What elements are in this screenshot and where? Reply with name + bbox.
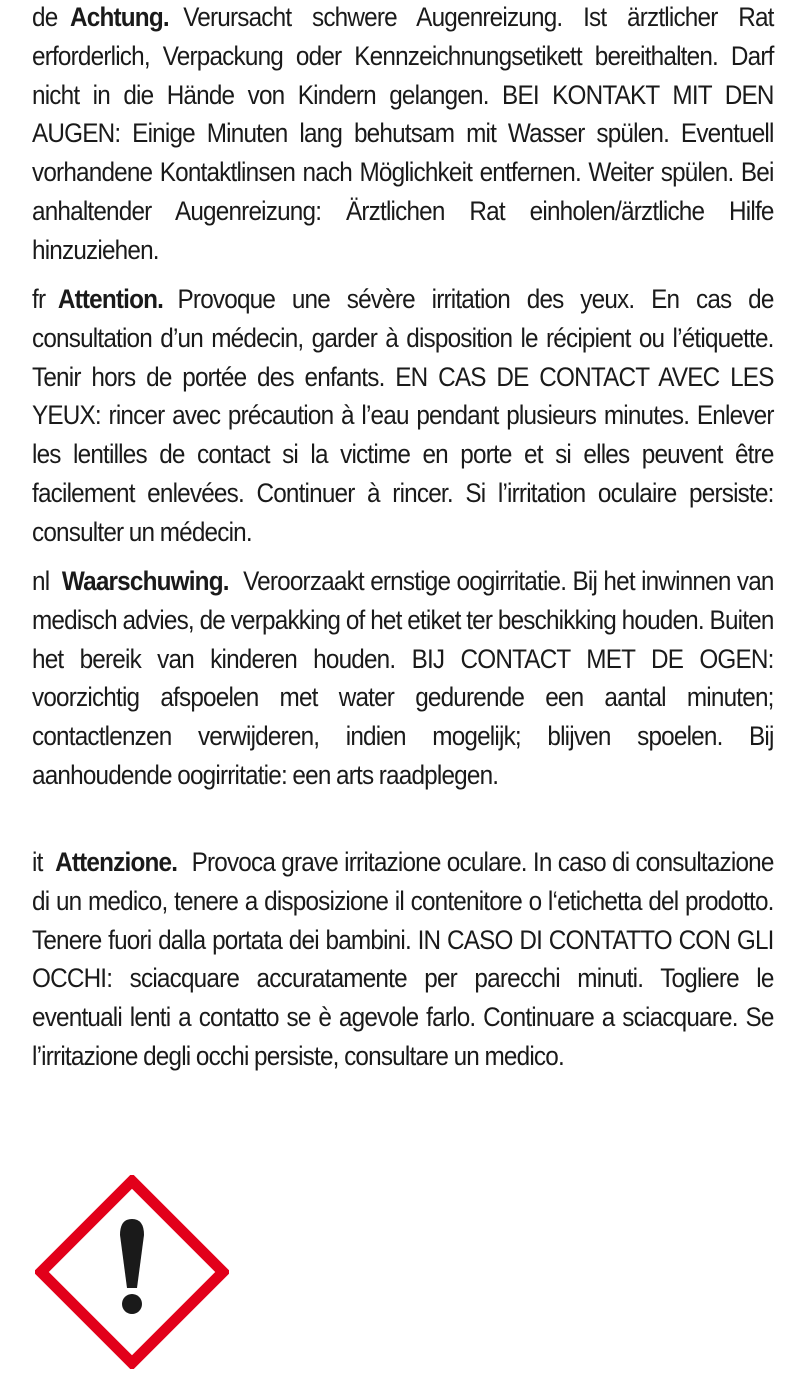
- hazard-statement-text: Provoca grave irritazione oculare. In caso di consultazione di un medico, tenere a disposizione il contenitore o l‘etichetta del prodotto. Tenere fuori dalla portata dei bambini. IN CASO DI CONTATTO CON GLI OCCHI: sciacquare accuratamente per parecchi minuti. Togliere le eventuali lenti a contatto se è agevole farlo. Continuare a sciacquare. Se l’irritazione degli occhi persiste, consultare un medico.: [32, 847, 774, 1071]
- hazard-statement-text: Provoque une sévère irritation des yeux. En cas de consultation d’un médecin, garder à disposition le récipient ou l’étiquette. Tenir hors de portée des enfants. EN CAS DE CONTACT AVEC LES YEUX: rincer avec précaution à l’eau pendant plusieurs minutes. Enlever les lentilles de contact si la victime en porte et si elles peuvent être facilement enlevées. Continuer à rincer. Si l’irritation oculaire persiste: consulter un médecin.: [32, 284, 774, 547]
- language-code: de: [32, 2, 58, 32]
- hazard-statement-text: Veroorzaakt ernstige oogirritatie. Bij het inwinnen van medisch advies, de verpakking of het etiket ter beschikking houden. Buiten het bereik van kinderen houden. BIJ CONTACT MET DE OGEN: voorzichtig afspoelen met water gedurende een aantal minuten; contactlenzen verwijderen, indien mogelijk; blijven spoelen. Bij aanhoudende oogirritatie: een arts raadplegen.: [32, 566, 774, 790]
- hazard-statement-text: Verursacht schwere Augenreizung. Ist ärztlicher Rat erforderlich, Verpackung oder Kennzeichnungsetikett bereithalten. Darf nicht in die Hände von Kindern gelangen. BEI KONTAKT MIT DEN AUGEN: Einige Minuten lang behutsam mit Wasser spülen. Eventuell vorhandene Kontaktlinsen nach Möglichkeit entfernen. Weiter spülen. Bei anhaltender Augenreizung: Ärztlichen Rat einholen/ärztliche Hilfe hinzuziehen.: [32, 2, 774, 265]
- language-code: it: [32, 847, 43, 877]
- section-fr: [32, 280, 774, 552]
- section-de: [32, 0, 774, 270]
- section-it: [32, 843, 774, 1076]
- signal-word: Attenzione.: [55, 847, 178, 877]
- section-nl: [32, 562, 774, 795]
- language-code: fr: [32, 284, 46, 314]
- signal-word: Waarschuwing.: [61, 566, 229, 596]
- language-code: nl: [32, 566, 50, 596]
- ghs07-exclamation-mark-icon: [35, 1175, 229, 1369]
- signal-word: Attention.: [57, 284, 164, 314]
- signal-word: Achtung.: [70, 2, 169, 32]
